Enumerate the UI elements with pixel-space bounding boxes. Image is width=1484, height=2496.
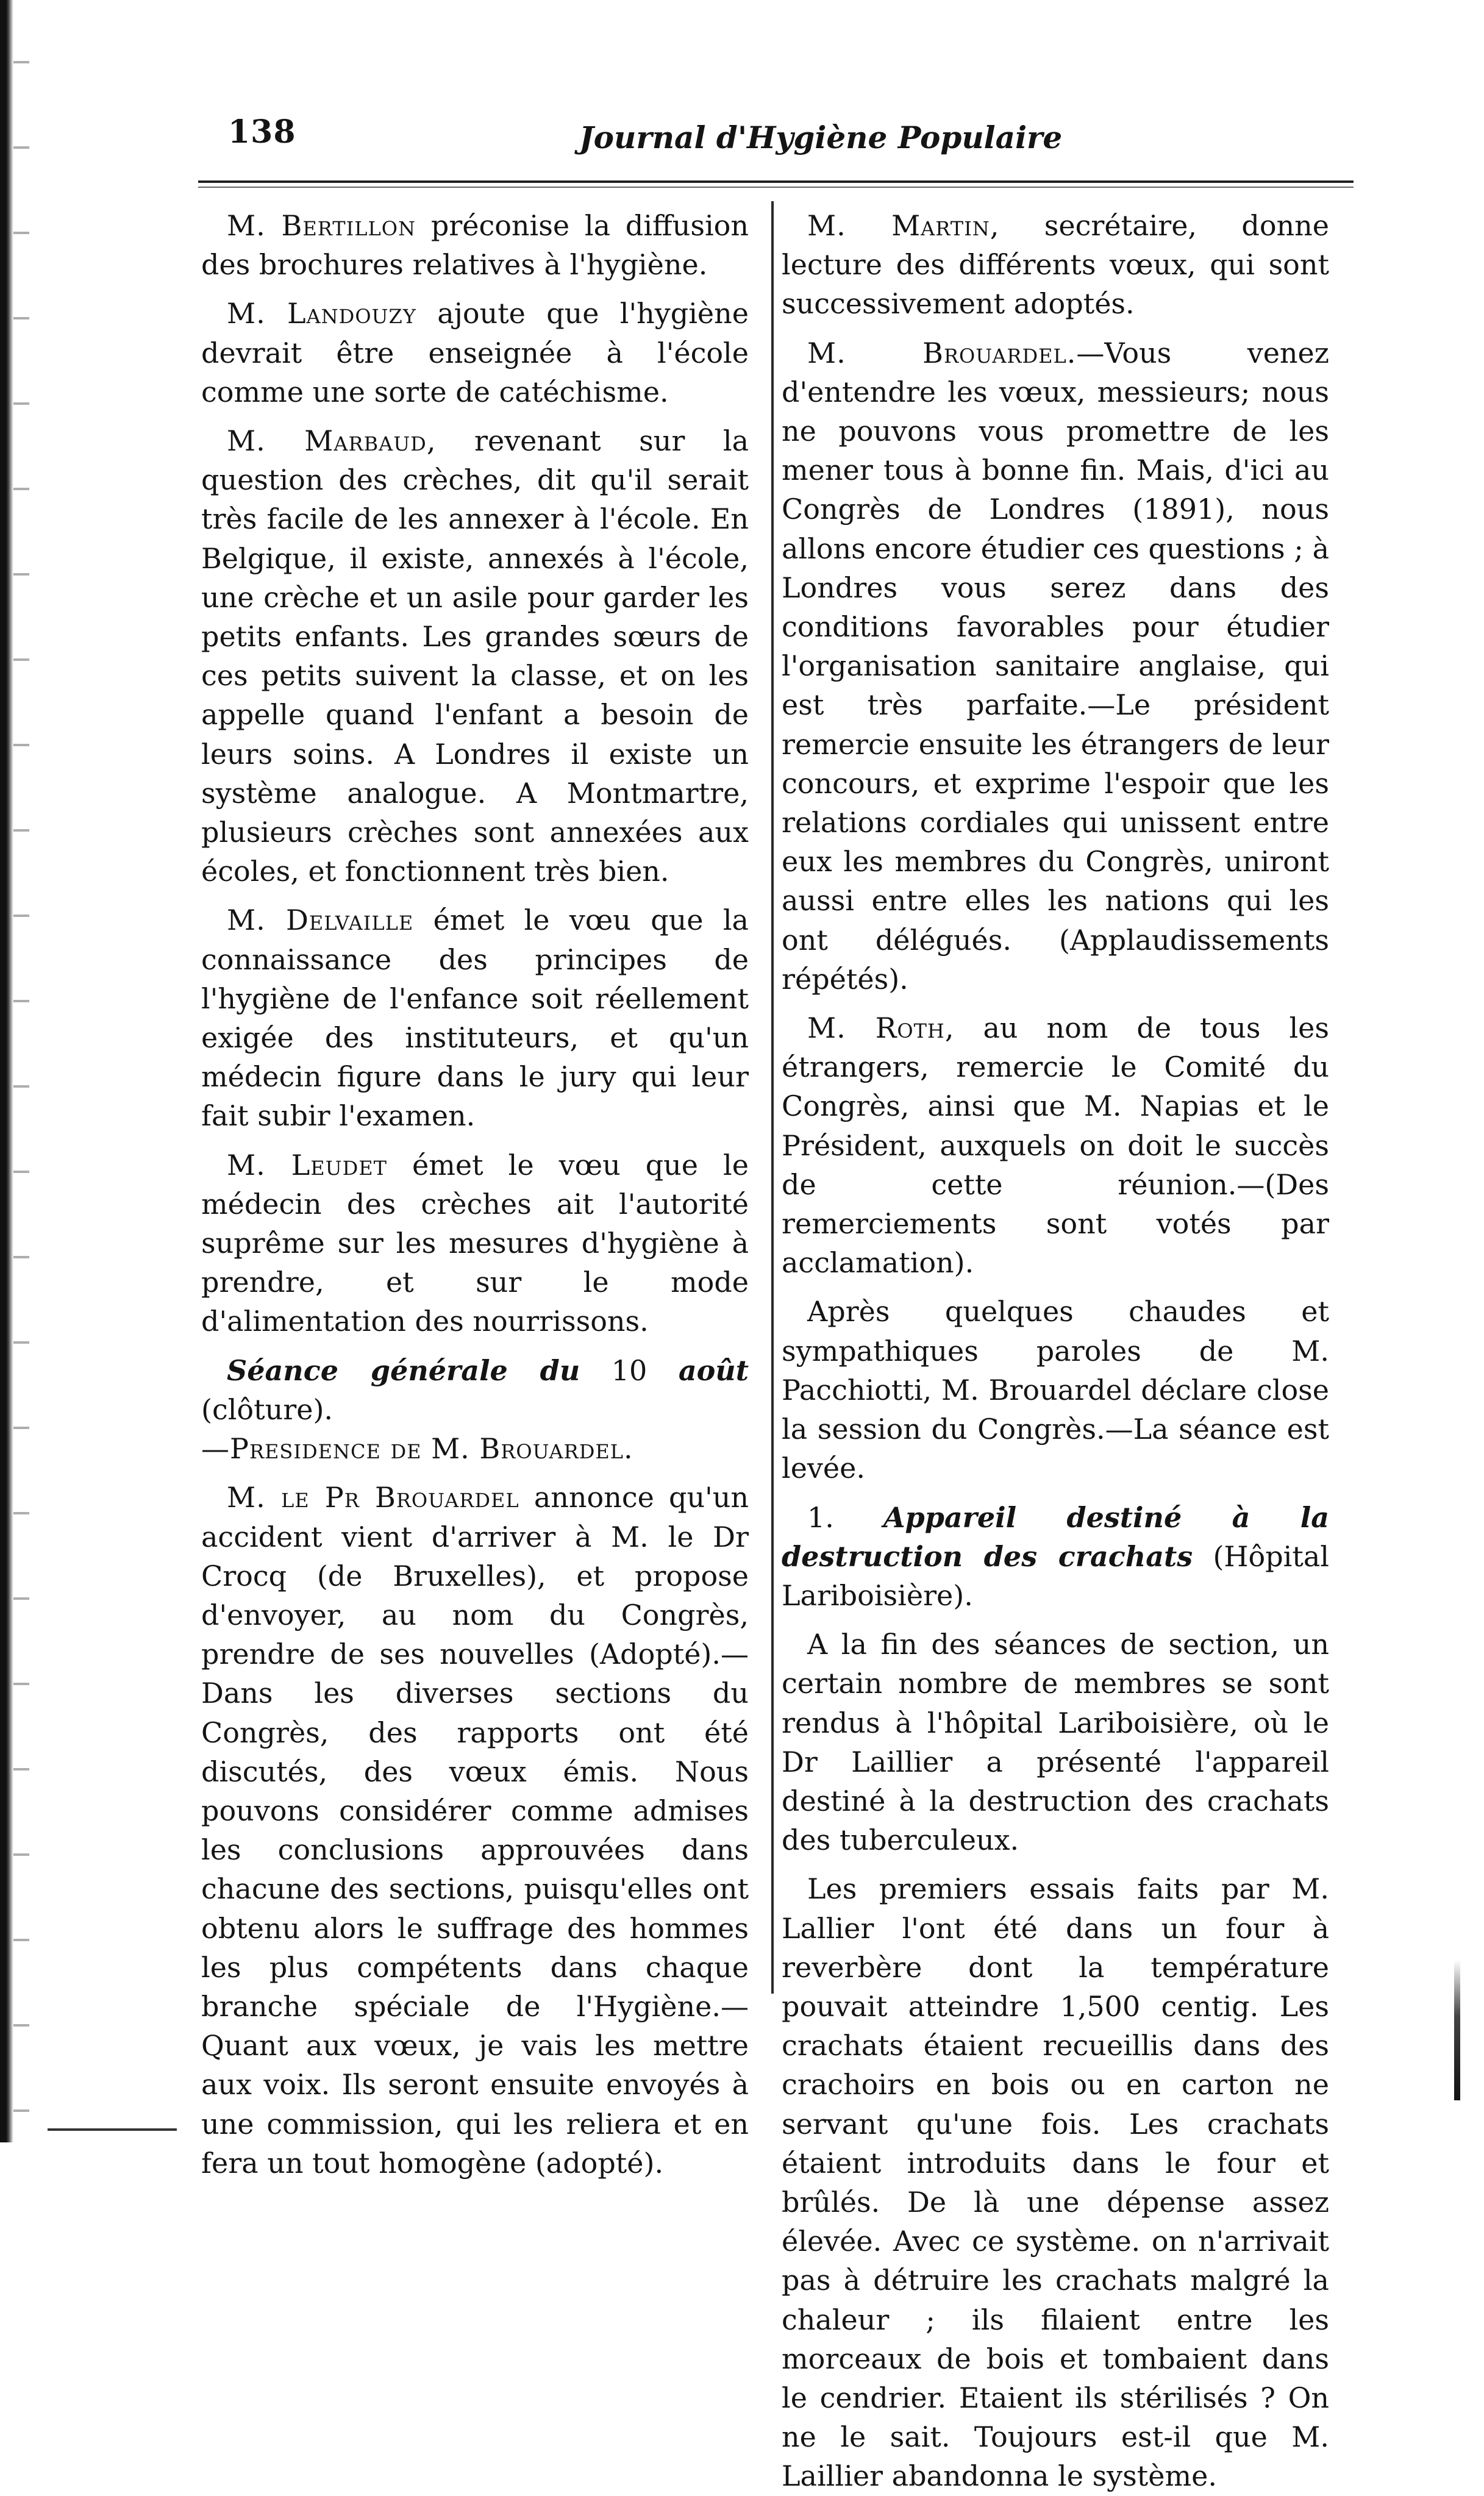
paragraph	[782, 1292, 1329, 1488]
speaker-name: M. Roth,	[807, 1011, 955, 1045]
header-rule	[198, 180, 1354, 183]
header-rule-thin	[198, 187, 1354, 188]
presidence-line: —Presidence de M. Brouardel.	[201, 1432, 633, 1466]
session-month: août	[678, 1353, 749, 1387]
paragraph-text: secrétaire, donne lecture des différents vœux, qui sont successivement adoptés.	[782, 209, 1330, 321]
binding-edge	[0, 0, 13, 2142]
session-heading	[201, 1351, 749, 1469]
scan-edge-mark	[1454, 1960, 1460, 2100]
paragraph	[201, 1146, 749, 1341]
paragraph-text: émet le vœu que le médecin des crèches ait l'autorité suprême sur les mesures d'hygiène à prendre, et sur le mode d'alimentation des nourrissons.	[201, 1148, 749, 1338]
paragraph-text: annonce qu'un accident vient d'arriver à M. le Dr Crocq (de Bruxelles), et propose d'envoyer, au nom du Congrès, prendre de ses nouvelles (Adopté).—Dans les diverses sections du Congrès, des rapports ont été discutés, des vœux émis. Nous pouvons considérer comme admises les conclusions approuvées dans chacune des sections, puisqu'elles ont obtenu alors le suffrage des hommes les plus compétents dans chaque branche spéciale de l'Hygiène.—Quant aux vœux, je vais les mettre aux voix. Ils seront ensuite envoyés à une commission, qui les reliera et en fera un tout homogène (adopté).	[201, 1481, 749, 2180]
paragraph	[201, 294, 749, 412]
paragraph	[782, 333, 1329, 999]
paragraph-text: Les premiers essais faits par M. Lallier l'ont été dans un four à reverbère dont la température pouvait atteindre 1,500 centig. Les crachats étaient recueillis dans des crachoirs en bois ou en carton ne servant qu'une fois. Les crachats étaient introduits dans le four et brûlés. De là une dépense assez élevée. Avec ce système. on n'arrivait pas à détruire les crachats malgré la chaleur ; ils filaient entre les morceaux de bois et tombaient dans le cendrier. Etaient ils stérilisés ? On ne le sait. Toujours est-il que M. Laillier abandonna le système.	[782, 1872, 1329, 2493]
paragraph	[782, 1625, 1329, 1860]
page-number: 138	[228, 113, 296, 151]
paragraph-text: au nom de tous les étrangers, remercie le Comité du Congrès, ainsi que M. Napias et le Président, auxquels on doit le succès de cette réunion.—(Des remerciements sont votés par acclamation).	[782, 1011, 1329, 1280]
running-title: Journal d'Hygiène Populaire	[579, 119, 1063, 155]
paragraph-text: ajoute que l'hygiène devrait être enseignée à l'école comme une sorte de catéchisme.	[201, 297, 749, 408]
speaker-name: M. Bertillon	[227, 209, 416, 242]
speaker-name: M. Marbaud,	[227, 424, 437, 458]
left-column	[201, 206, 749, 2183]
speaker-name: M. le Pr Brouardel	[227, 1481, 519, 1514]
binding-speckle	[13, 24, 29, 2122]
paragraph	[782, 1008, 1329, 1282]
column-divider	[771, 201, 774, 1994]
speaker-name: M. Delvaille	[227, 904, 414, 937]
speaker-name: M. Brouardel.	[807, 336, 1077, 369]
paragraph	[201, 421, 749, 891]
item-location: (Hôpital Lariboisière).	[782, 1539, 1329, 1612]
speaker-name: M. Leudet	[227, 1148, 387, 1182]
paragraph-text: revenant sur la question des crèches, dit qu'il serait très facile de les annexer à l'école. En Belgique, il existe, annexés à l'école, une crèche et un asile pour garder les petits enfants. Les grandes sœurs de ces petits suivent la classe, et on les appelle quand l'enfant a besoin de leurs soins. A Londres il existe un système analogue. A Montmartre, plusieurs crèches sont annexées aux écoles, et fonctionnent très bien.	[201, 424, 749, 888]
paragraph-text: préconise la diffusion des brochures relatives à l'hygiène.	[201, 209, 749, 282]
paragraph	[782, 206, 1329, 324]
session-date: 10	[611, 1353, 647, 1387]
speaker-name: M. Landouzy	[227, 297, 416, 330]
paragraph-text: A la fin des séances de section, un certain nombre de membres se sont rendus à l'hôpital Lariboisière, où le Dr Laillier a présenté l'appareil destiné à la destruction des crachats des tuberculeux.	[782, 1628, 1329, 1857]
item-title: Appareil destiné à la destruction des crachats	[782, 1500, 1329, 1573]
speaker-name: M. Martin,	[807, 209, 1000, 242]
paragraph-text: émet le vœu que la connaissance des principes de l'hygiène de l'enfance soit réellement exigée des instituteurs, et qu'un médecin figure dans le jury qui leur fait subir l'examen.	[201, 904, 749, 1133]
session-title: Séance générale du	[227, 1353, 580, 1387]
right-column	[782, 206, 1329, 2496]
item-heading	[782, 1498, 1329, 1616]
session-suffix: (clôture).	[201, 1392, 334, 1426]
paragraph-text: Après quelques chaudes et sympathiques paroles de M. Pacchiotti, M. Brouardel déclare close la session du Congrès.—La séance est levée.	[782, 1295, 1329, 1485]
paragraph	[782, 1869, 1329, 2495]
item-number: 1.	[807, 1500, 834, 1534]
paragraph	[201, 900, 749, 1135]
footer-rule	[48, 2128, 177, 2131]
paragraph	[201, 206, 749, 284]
paragraph	[201, 1478, 749, 2183]
paragraph-text: —Vous venez d'entendre les vœux, messieurs; nous ne pouvons vous promettre de les mener tous à bonne fin. Mais, d'ici au Congrès de Londres (1891), nous allons encore étudier ces questions ; à Londres vous serez dans des conditions favorables pour étudier l'organisation sanitaire anglaise, qui est très parfaite.—Le président remercie ensuite les étrangers de leur concours, et exprime l'espoir que les relations cordiales qui unissent entre eux les membres du Congrès, uniront aussi entre elles les nations qui les ont délégués. (Applaudissements répétés).	[782, 336, 1329, 996]
